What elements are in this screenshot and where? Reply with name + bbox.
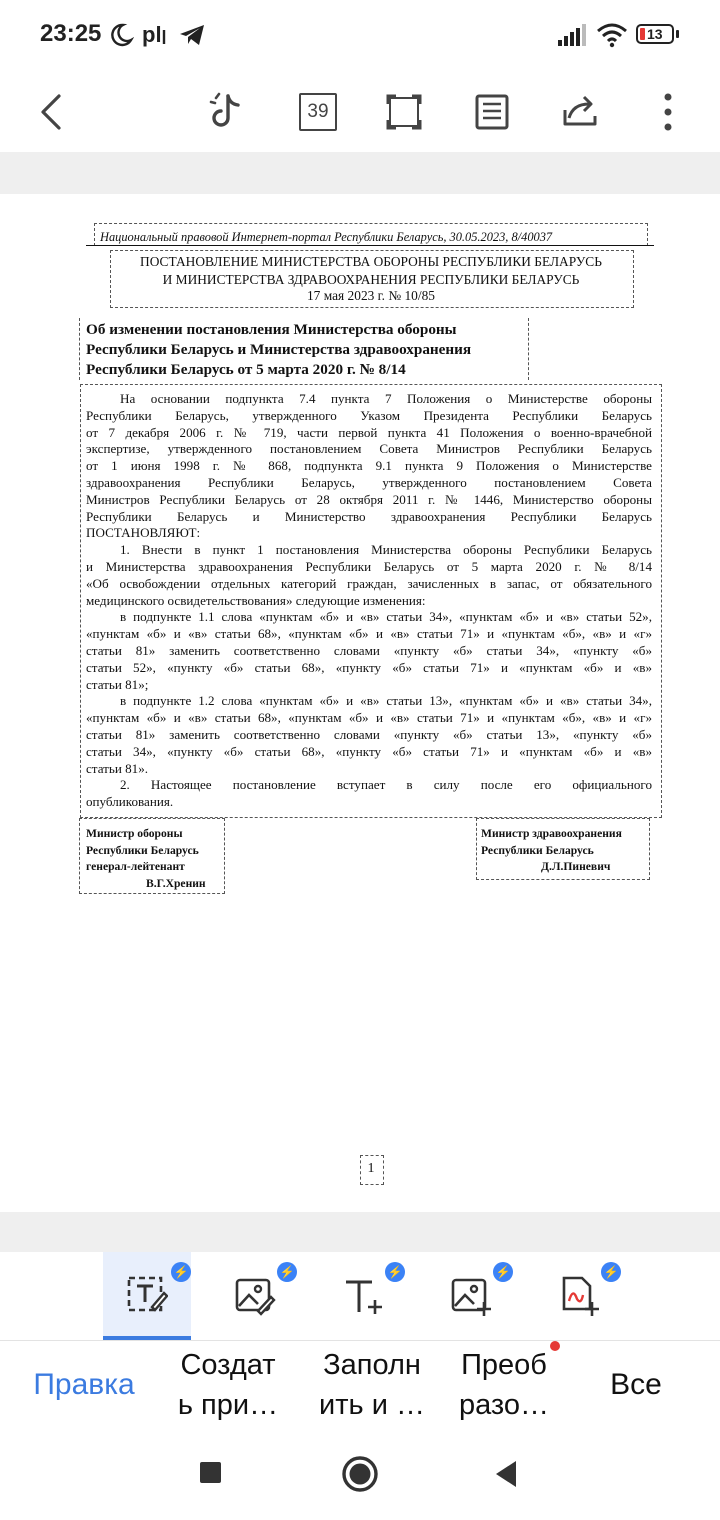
moon-icon: [108, 22, 134, 48]
add-image-icon: [450, 1275, 492, 1317]
viewer-background-bottom: [0, 1212, 720, 1252]
bottom-tools: [0, 1252, 720, 1340]
signature-left: [86, 826, 226, 892]
body-line: в подпункте 1.1 слова «пунктам «б» и «в» статьи 34», «пунктам «б» и «в» статьи 52»,: [120, 609, 652, 625]
body-line: от 1 июня 1998 г. № 868, подпункта 9.1 пункта 9 Положения о Министерстве: [86, 458, 652, 474]
date-line: 17 мая 2023 г. № 10/85: [306, 288, 435, 303]
signature-line: Республики Беларусь: [481, 843, 594, 857]
header-rule: [86, 245, 654, 246]
bottom-tab-labels: [0, 1340, 720, 1429]
tool-edit-text[interactable]: [103, 1252, 191, 1340]
top-toolbar: [0, 70, 720, 152]
signature-line: Министр обороны: [86, 827, 183, 840]
title-line: Об изменении постановления Министерства обороны: [86, 321, 457, 338]
header-line: Национальный правовой Интернет-портал Республики Беларусь, 30.05.2023, 8/40037: [100, 230, 553, 244]
body-line: ПОСТАНОВЛЯЮТ:: [86, 525, 201, 541]
premium-badge: ⚡: [601, 1262, 621, 1282]
more-icon: [662, 92, 674, 132]
page-count-icon: [299, 93, 337, 131]
viewer-background-top: [0, 152, 720, 194]
signature-line: Министр здравоохранения: [481, 827, 622, 840]
tool-convert-pdf[interactable]: [535, 1252, 623, 1340]
page-count: 39: [307, 101, 329, 122]
telegram-icon: [178, 22, 206, 48]
tool-add-text[interactable]: [319, 1252, 407, 1340]
title-line: Республики Беларусь и Министерства здравоохранения: [86, 341, 472, 358]
fullscreen-button[interactable]: [376, 84, 432, 140]
tab-fill-sign[interactable]: Заполн ить и …: [319, 1349, 425, 1421]
back-icon: [37, 92, 67, 132]
convert-pdf-icon: [558, 1275, 600, 1317]
premium-badge: ⚡: [385, 1262, 405, 1282]
tiktok-icon: [206, 90, 250, 134]
body-line: здравоохранения Республики Беларусь, утвержденного постановлением Совета: [86, 474, 652, 490]
navigation-bar: [0, 1428, 720, 1520]
reader-mode-button[interactable]: [464, 84, 520, 140]
battery-icon: [636, 24, 674, 44]
body-line: Республики Беларусь, утвержденного Указом Президента Республики Беларусь: [86, 407, 652, 423]
signature-right: [481, 826, 645, 876]
document-title: [86, 320, 546, 380]
body-line: «Об освобождении отдельных категорий граждан, зачисленных в запас, от обязательного: [86, 575, 652, 591]
tiktok-button[interactable]: [200, 84, 256, 140]
document-page[interactable]: [0, 194, 720, 1212]
tab-create[interactable]: Создат ь при…: [177, 1349, 279, 1421]
issuer-line1: ПОСТАНОВЛЕНИЕ МИНИСТЕРСТВА ОБОРОНЫ РЕСПУБЛИКИ БЕЛАРУСЬ: [140, 254, 602, 269]
add-text-icon: [342, 1275, 384, 1317]
more-button[interactable]: [640, 84, 696, 140]
share-button[interactable]: [552, 84, 608, 140]
signal-icon: [558, 24, 588, 46]
body-line: медицинского освидетельствования» следующие изменения:: [86, 592, 426, 608]
premium-badge: ⚡: [493, 1262, 513, 1282]
body-line: от 7 декабря 2006 г. № 719, части первой пункта 41 Положения о военно-врачебной: [86, 424, 652, 440]
body-line: статьи 81» заменить соответственно словами «пункту «б» статьи 13», «пункту «б»: [86, 726, 652, 742]
body-line: экспертизе, утвержденного постановлением Совета Министров Республики Беларусь: [86, 441, 652, 457]
fullscreen-icon: [384, 92, 424, 132]
svg-text:pl: pl: [142, 22, 162, 47]
wifi-icon: [596, 22, 628, 48]
back-nav-button[interactable]: [484, 1452, 528, 1496]
edit-image-icon: [234, 1275, 276, 1317]
document-body: [86, 391, 652, 811]
body-line: статьи 52», «пункту «б» статьи 68», «пункту «б» статьи 71» и «пунктам «б» и «в»: [86, 659, 652, 675]
tool-add-image[interactable]: [427, 1252, 515, 1340]
body-line: статьи 34», «пункту «б» статьи 68», «пункту «б» статьи 71» и «пунктам «б» и «в»: [86, 743, 652, 759]
body-line: статьи 81».: [86, 760, 149, 776]
premium-badge: ⚡: [277, 1262, 297, 1282]
body-line: 2. Настоящее постановление вступает в силу после его официального: [120, 777, 652, 793]
signature-line: генерал-лейтенант: [86, 860, 185, 873]
body-line: в подпункте 1.2 слова «пунктам «б» и «в» статьи 13», «пунктам «б» и «в» статьи 34»,: [120, 693, 652, 709]
body-line: 1. Внести в пункт 1 постановления Министерства обороны Республики Беларусь: [120, 542, 652, 558]
status-time: 23:25: [40, 20, 102, 47]
pl-icon: [142, 22, 170, 48]
tab-convert[interactable]: Преоб разо…: [458, 1349, 550, 1421]
tab-all[interactable]: Все: [610, 1368, 662, 1401]
status-bar: [0, 0, 720, 70]
edit-text-icon: [126, 1273, 168, 1315]
home-button[interactable]: [338, 1452, 382, 1496]
body-line: На основании подпункта 7.4 пункта 7 Положения о Министерстве обороны: [120, 391, 652, 406]
tab-edit[interactable]: Правка: [33, 1368, 135, 1401]
share-icon: [559, 92, 601, 132]
premium-badge: ⚡: [171, 1262, 191, 1282]
recent-apps-icon: [200, 1462, 221, 1483]
body-line: Республики Беларусь и Министерство здравоохранения Республики Беларусь: [86, 508, 652, 524]
page-count-button[interactable]: [290, 84, 346, 140]
page-number: 1: [367, 1161, 375, 1176]
notification-dot: [550, 1341, 560, 1351]
back-nav-icon: [492, 1459, 520, 1489]
title-line: Республики Беларусь от 5 марта 2020 г. № 8/14: [86, 361, 406, 378]
body-line: статьи 81» заменить соответственно словами «пункту «б» статьи 34», «пункту «б»: [86, 642, 652, 658]
recent-apps-button[interactable]: [190, 1452, 230, 1492]
issuer-line2: И МИНИСТЕРСТВА ЗДРАВООХРАНЕНИЯ РЕСПУБЛИКИ БЕЛАРУСЬ: [162, 272, 580, 287]
body-line: «пунктам «б» и «в» статьи 68», «пунктам «б» и «в» статьи 71» и «пунктам «б», «в» и «г»: [86, 710, 652, 726]
body-line: и Министерства здравоохранения Республики Беларусь от 5 марта 2020 г. № 8/14: [86, 558, 652, 574]
body-line: опубликования.: [86, 794, 174, 810]
reader-mode-icon: [472, 92, 512, 132]
signature-line: Республики Беларусь: [86, 843, 199, 857]
signature-line: В.Г.Хренин: [146, 876, 206, 890]
body-line: Министров Республики Беларусь от 28 октября 2011 г. № 1446, Министерство обороны: [86, 491, 652, 507]
tool-edit-image[interactable]: [211, 1252, 299, 1340]
battery-cap: [676, 30, 679, 38]
body-line: «пунктам «б» и «в» статьи 68», «пунктам «б» и «в» статьи 71» и «пунктам «б», «в» и «г»: [86, 626, 652, 642]
back-button[interactable]: [24, 84, 80, 140]
battery-level: 13: [647, 26, 663, 42]
body-line: статьи 81»;: [86, 676, 149, 692]
signature-line: Д.Л.Пиневич: [541, 860, 611, 873]
home-icon: [341, 1455, 379, 1493]
